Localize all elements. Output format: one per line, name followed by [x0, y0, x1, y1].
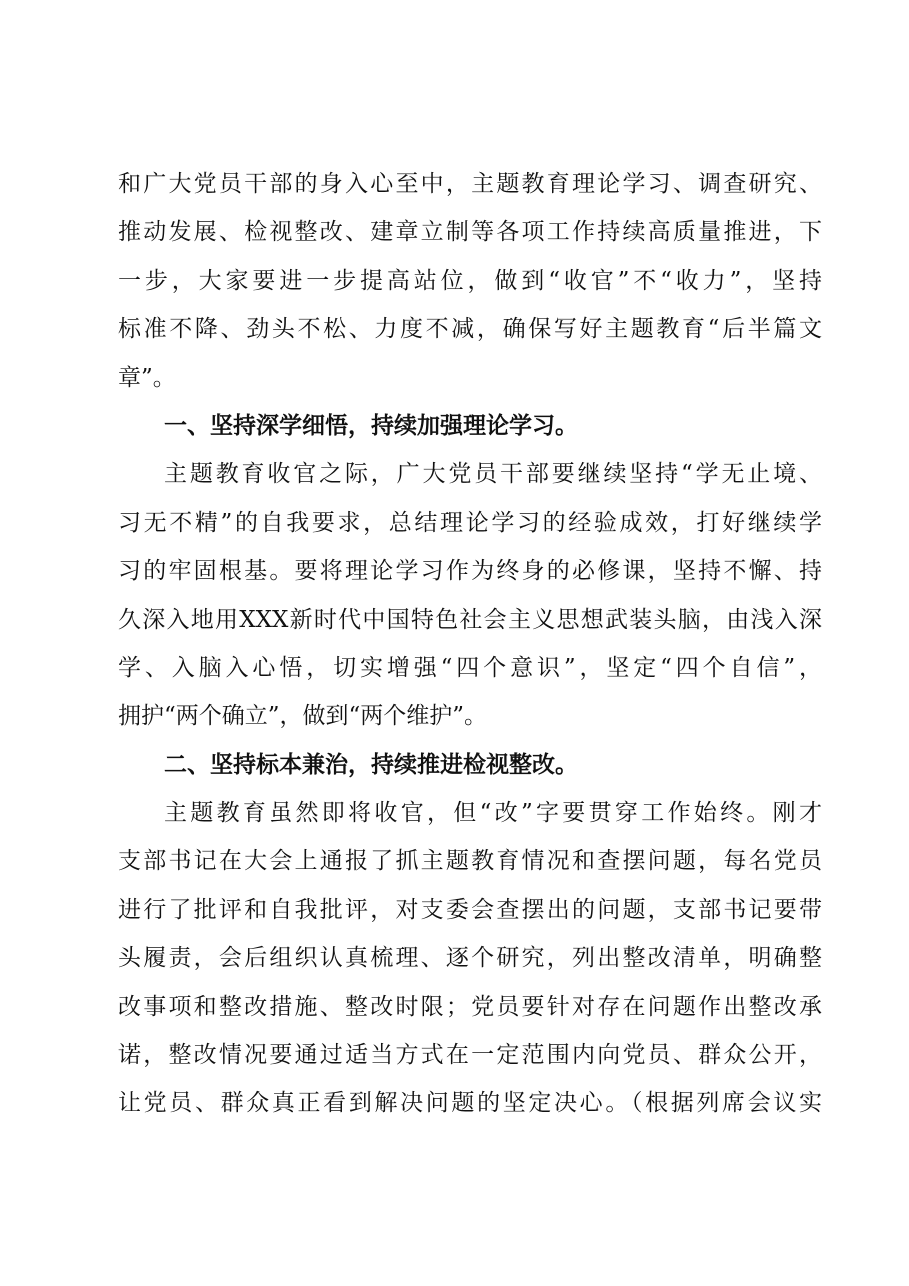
body-line: 推动发展、检视整改、建章立制等各项工作持续高质量推进，下 [118, 219, 822, 246]
body-line: 学、入脑入心悟，切实增强“四个意识”，坚定“四个自信”， [118, 654, 822, 681]
body-line: 习的牢固根基。要将理论学习作为终身的必修课，坚持不懈、持 [118, 558, 822, 585]
body-line: 诺，整改情况要通过适当方式在一定范围内向党员、群众公开， [118, 1042, 822, 1069]
document-body [118, 160, 822, 1128]
section-heading-2: 二、坚持标本兼治，持续推进检视整改。 [164, 751, 578, 778]
body-line: 一步，大家要进一步提高站位，做到“收官”不“收力”，坚持 [118, 267, 822, 294]
body-line: 拥护“两个确立”，做到“两个维护”。 [118, 703, 488, 730]
body-line: 支部书记在大会上通报了抓主题教育情况和查摆问题，每名党员 [118, 848, 822, 875]
body-line: 和广大党员干部的身入心至中，主题教育理论学习、调查研究、 [118, 171, 822, 197]
body-line: 主题教育收官之际，广大党员干部要继续坚持“学无止境、 [164, 461, 822, 488]
body-line: 进行了批评和自我批评，对支委会查摆出的问题，支部书记要带 [118, 896, 822, 923]
body-line: 主题教育虽然即将收官，但“改”字要贯穿工作始终。刚才 [164, 800, 822, 827]
body-line: 让党员、群众真正看到解决问题的坚定决心。（根据列席会议实 [118, 1090, 822, 1117]
body-line: 头履责，会后组织认真梳理、逐个研究，列出整改清单，明确整 [118, 945, 822, 972]
body-line: 习无不精”的自我要求，总结理论学习的经验成效，打好继续学 [118, 509, 822, 536]
body-line: 章”。 [118, 364, 176, 391]
body-line: 标准不降、劲头不松、力度不减，确保写好主题教育“后半篇文 [118, 316, 822, 343]
body-line: 久深入地用XXX新时代中国特色社会主义思想武装头脑，由浅入深 [118, 606, 822, 633]
body-line: 改事项和整改措施、整改时限；党员要针对存在问题作出整改承 [118, 993, 822, 1020]
section-heading-1: 一、坚持深学细悟，持续加强理论学习。 [164, 412, 578, 439]
